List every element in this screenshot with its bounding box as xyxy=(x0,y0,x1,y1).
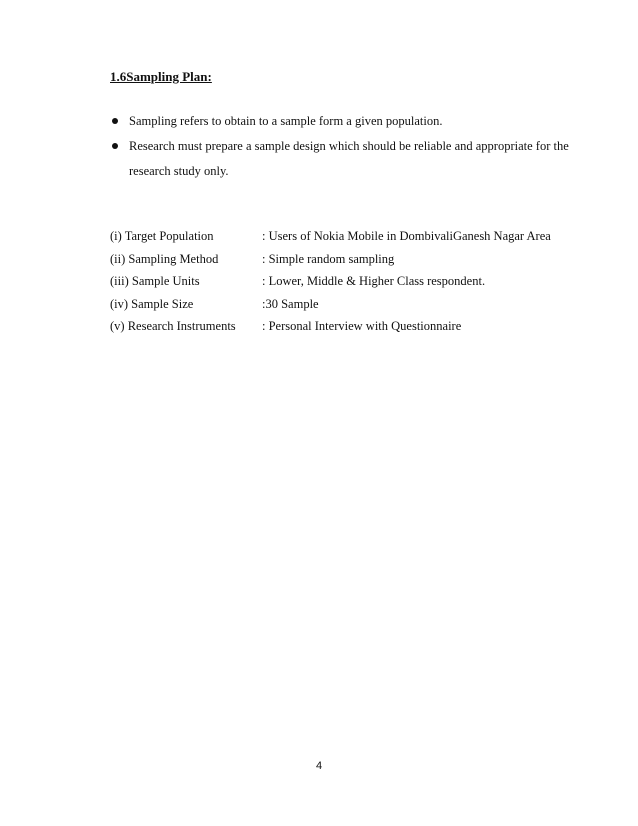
section-heading: 1.6Sampling Plan: xyxy=(110,69,212,84)
bullet-item xyxy=(110,109,570,134)
page-number: 4 xyxy=(315,760,323,772)
plan-row-sampling-method xyxy=(110,248,580,271)
bullet-item xyxy=(110,134,570,184)
sampling-plan-table xyxy=(110,225,580,338)
plan-value: : Simple random sampling xyxy=(262,251,395,266)
plan-label: (iv) Sample Size xyxy=(110,296,194,311)
plan-value: : Users of Nokia Mobile in DombivaliGanesh Nagar Area xyxy=(262,229,551,243)
plan-value: : Personal Interview with Questionnaire xyxy=(262,319,462,333)
plan-label: (ii) Sampling Method xyxy=(110,251,219,266)
bullet-text: Research must prepare a sample design which should be reliable and appropriate for the research study only. xyxy=(129,139,569,178)
plan-value: :30 Sample xyxy=(262,296,319,311)
bullet-text: Sampling refers to obtain to a sample form a given population. xyxy=(129,114,443,128)
plan-label: (v) Research Instruments xyxy=(110,319,236,333)
plan-value: : Lower, Middle & Higher Class respondent. xyxy=(262,274,486,288)
bullet-dot-icon xyxy=(112,118,118,124)
plan-row-sample-units xyxy=(110,270,580,293)
plan-row-sample-size xyxy=(110,293,580,316)
plan-label: (i) Target Population xyxy=(110,229,214,243)
plan-label: (iii) Sample Units xyxy=(110,274,200,288)
plan-row-research-instruments xyxy=(110,315,580,338)
bullet-dot-icon xyxy=(112,143,118,149)
plan-row-target-population xyxy=(110,225,580,248)
bullet-list xyxy=(110,109,570,184)
